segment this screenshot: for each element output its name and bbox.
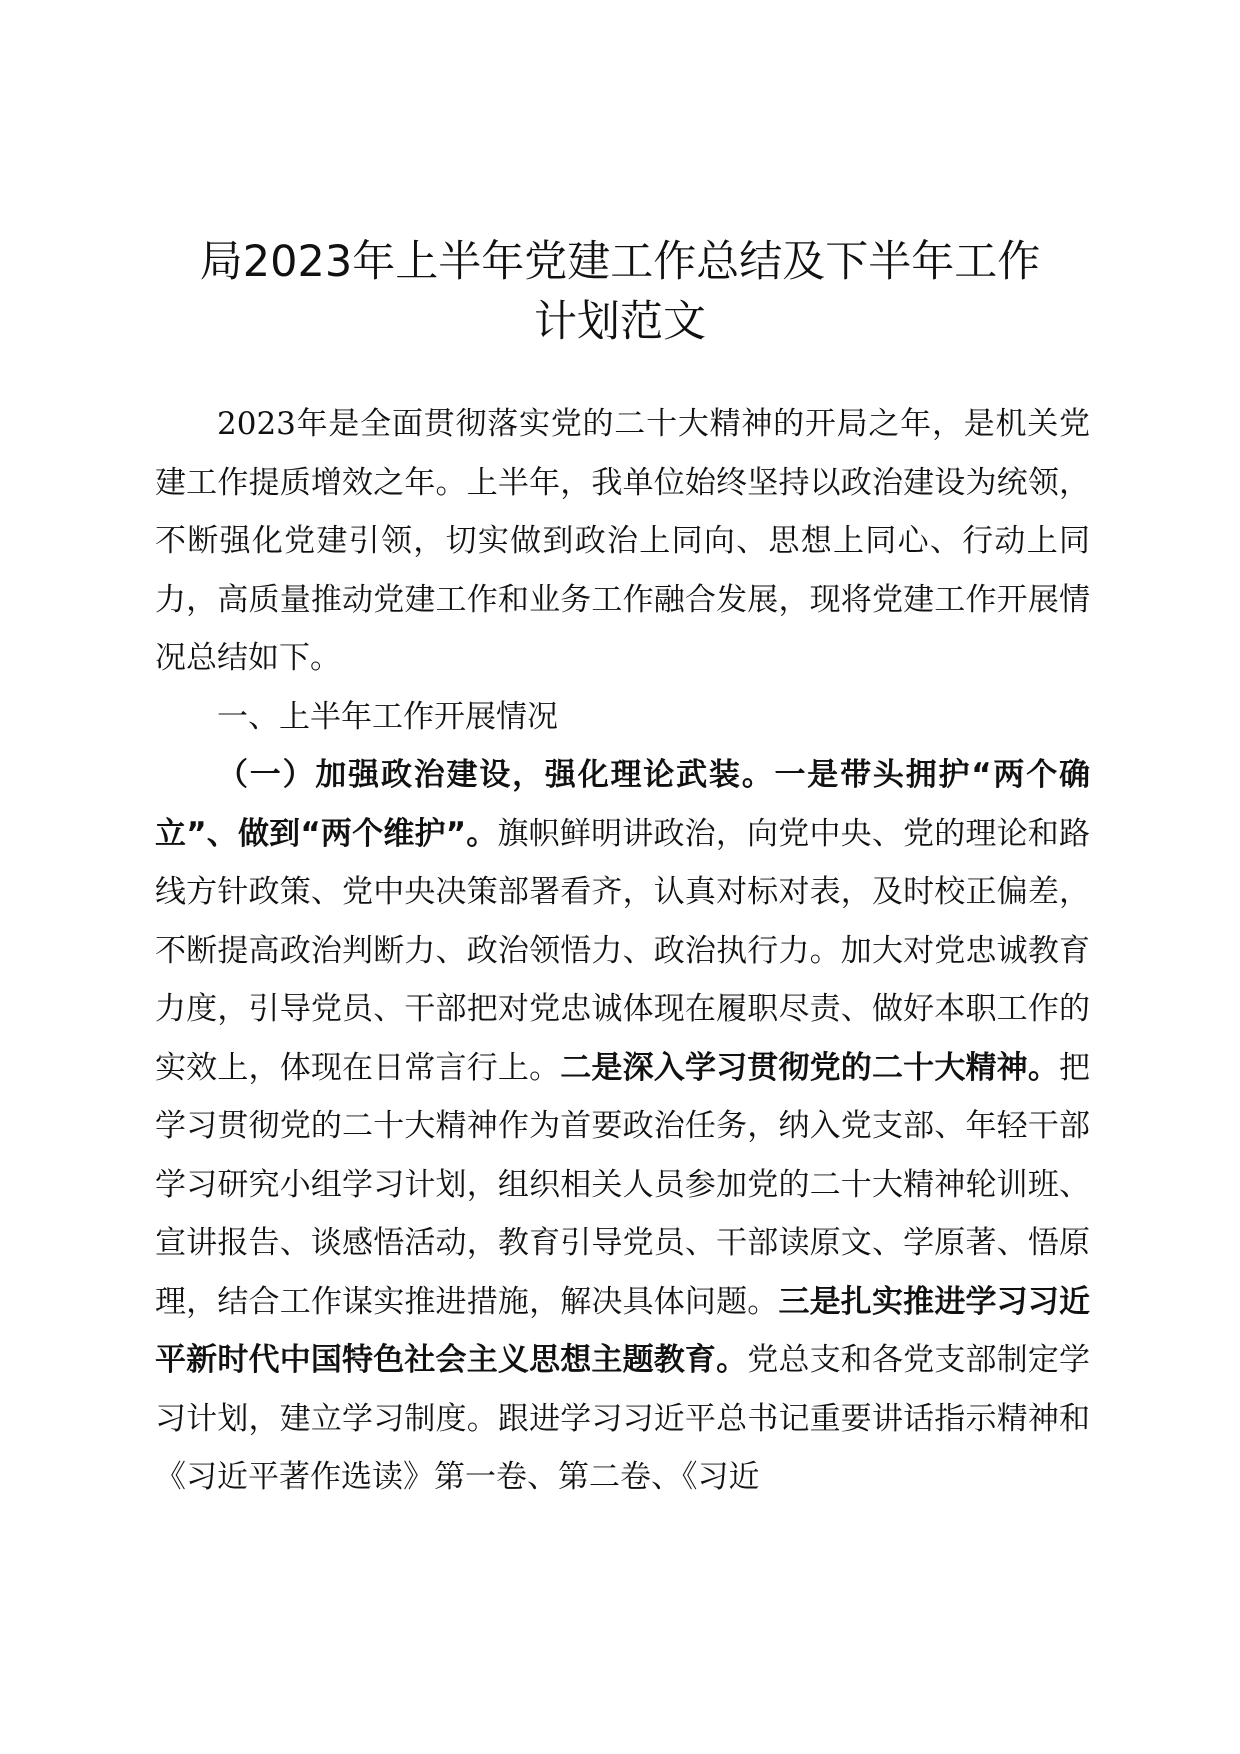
title-line-2: 计划范文 [534,297,706,347]
subsection-1-heading: （一）加强政治建设，强化理论武装。 [217,757,775,793]
point-2-text: 把学习贯彻党的二十大精神作为首要政治任务，纳入党支部、年轻干部学习研究小组学习计划，组织相关人员参加党的二十大精神轮训班、宣讲报告、谈感悟活动，教育引导党员、干部读原文、学原著、悟原理，结合工作谋实推进措施，解决具体问题。 [155,1049,1091,1320]
point-2-heading: 二是深入学习贯彻党的二十大精神。 [560,1049,1060,1086]
point-1-heading: 一是带头拥护“两个确立”、做到“两个维护”。 [155,757,1090,852]
title-line-1: 局2023年上半年党建工作总结及下半年工作 [199,237,1041,287]
document-title [120,232,1120,352]
document-body [155,395,1090,1507]
intro-paragraph: 2023年是全面贯彻落实党的二十大精神的开局之年，是机关党建工作提质增效之年。上半年，我单位始终坚持以政治建设为统领，不断强化党建引领，切实做到政治上同向、思想上同心、行动上同力，高质量推动党建工作和业务工作融合发展，现将党建工作开展情况总结如下。 [155,406,1090,676]
subsection-1-paragraph [155,746,1090,1507]
point-3-text: 党总支和各党支部制定学习计划，建立学习制度。跟进学习习近平总书记重要讲话指示精神和《习近平著作选读》第一卷、第二卷、《习近 [155,1342,1091,1495]
point-1-text: 旗帜鲜明讲政治，向党中央、党的理论和路线方针政策、党中央决策部署看齐，认真对标对表，及时校正偏差，不断提高政治判断力、政治领悟力、政治执行力。加大对党忠诚教育力度，引导党员、干部把对党忠诚体现在履职尽责、做好本职工作的实效上，体现在日常言行上。 [155,815,1091,1086]
point-3-heading: 三是扎实推进学习习近平新时代中国特色社会主义思想主题教育。 [155,1283,1091,1378]
section-heading-1: 一、上半年工作开展情况 [217,698,558,735]
